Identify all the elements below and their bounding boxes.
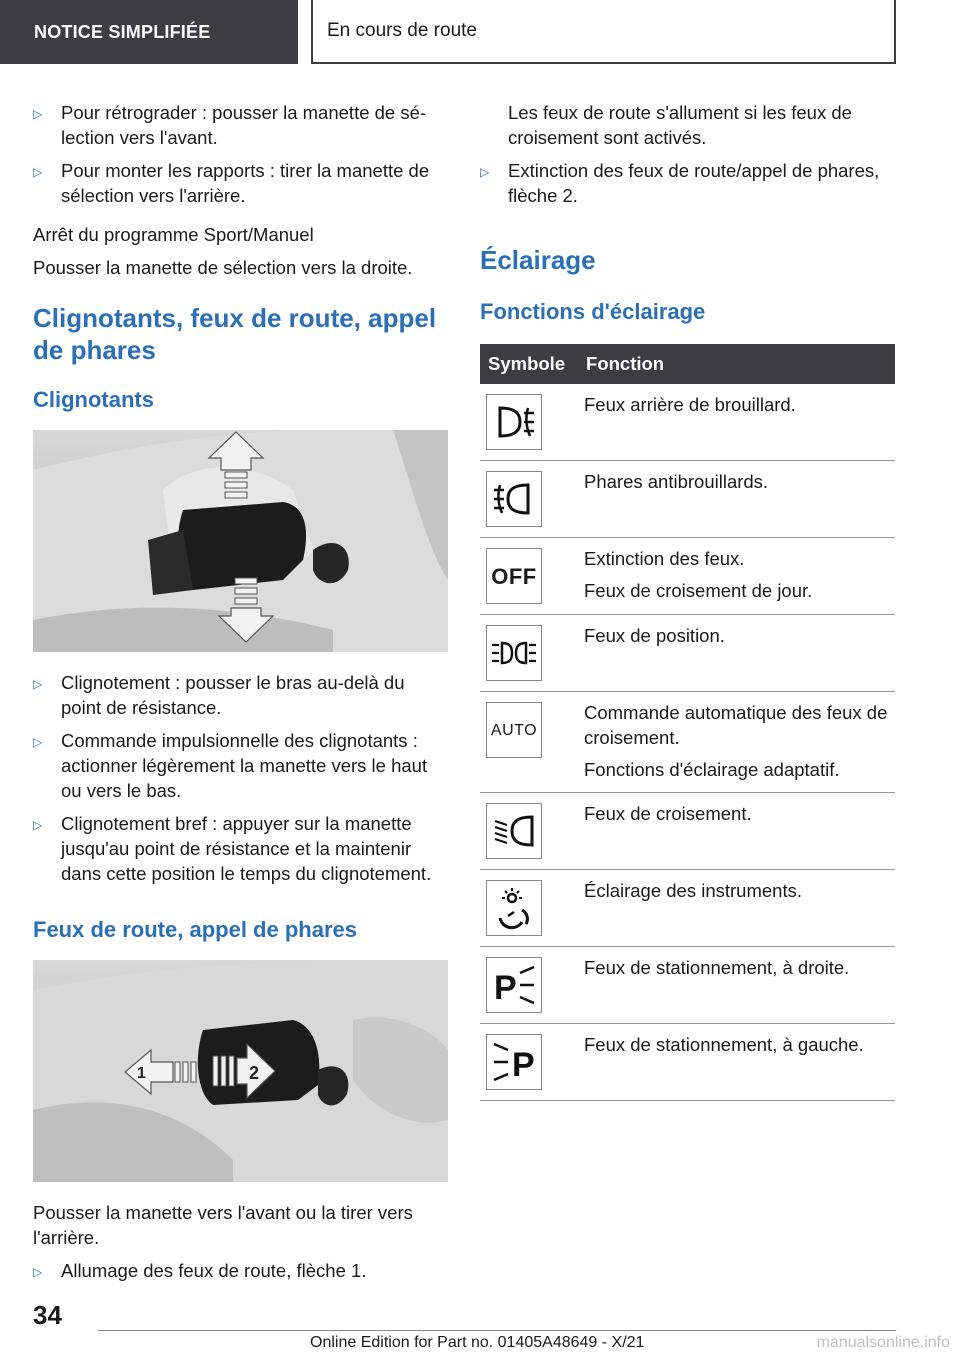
footer-divider <box>98 1330 896 1331</box>
watermark: manualsonline.info <box>816 1334 950 1351</box>
table-row: AUTO Commande automatique des feux de croisement. Fonctions d'éclairage adaptatif. <box>480 692 895 793</box>
triangle-bullet-icon: ▷ <box>480 165 490 179</box>
triangle-bullet-icon: ▷ <box>33 677 43 691</box>
table-header-row <box>480 344 895 384</box>
table-row: Phares antibrouillards. <box>480 461 895 538</box>
right-column <box>480 100 895 1101</box>
arrow-label-2: 2 <box>249 1063 260 1083</box>
table-row: OFF Extinction des feux. Feux de croisement de jour. <box>480 538 895 615</box>
table-row: Éclairage des instruments. <box>480 870 895 947</box>
table-row: P Feux de stationnement, à gauche. <box>480 1024 895 1101</box>
off-icon: OFF <box>486 548 542 604</box>
left-column <box>33 100 448 1293</box>
rear-fog-light-icon <box>486 394 542 450</box>
triangle-bullet-icon: ▷ <box>33 818 43 832</box>
list-item: ▷ Pour monter les rapports : tirer la manette de sélection vers l'arrière. <box>33 160 430 206</box>
section-header: NOTICE SIMPLIFIÉE <box>0 0 298 64</box>
chapter-header: En cours de route <box>311 0 896 64</box>
svg-text:P: P <box>512 1046 535 1084</box>
footer-edition: Online Edition for Part no. 01405A48649 - X/21 <box>310 1334 645 1351</box>
instrument-lighting-icon <box>486 880 542 936</box>
list-item: ▷ Pour rétrograder : pousser la manette de sé-lection vers l'avant. <box>33 102 427 148</box>
page-number: 34 <box>33 1300 62 1330</box>
front-fog-light-icon <box>486 471 542 527</box>
list-item: ▷ Extinction des feux de route/appel de phares, flèche 2. <box>480 160 880 206</box>
position-lights-icon <box>486 625 542 681</box>
auto-icon: AUTO <box>486 702 542 758</box>
table-row: P Feux de stationnement, à droite. <box>480 947 895 1024</box>
column-header-symbol: Symbole <box>480 344 578 384</box>
paragraph: Arrêt du programme Sport/Manuel <box>33 224 314 245</box>
section-heading: Clignotants, feux de route, appel de phares <box>33 303 437 365</box>
section-heading: Éclairage <box>480 245 596 275</box>
turn-signal-stalk-photo <box>33 430 448 652</box>
subsection-heading: Clignotants <box>33 387 154 412</box>
triangle-bullet-icon: ▷ <box>33 735 43 749</box>
list-item: ▷ Commande impulsionnelle des clignotants : actionner légèrement la manette vers le haut ou vers le bas. <box>33 730 428 801</box>
arrow-label-1: 1 <box>137 1065 146 1082</box>
list-item: ▷ Clignotement : pousser le bras au-delà du point de résistance. <box>33 672 405 718</box>
high-beam-stalk-photo <box>33 960 448 1182</box>
table-row: Feux de croisement. <box>480 793 895 870</box>
subsection-heading: Fonctions d'éclairage <box>480 299 706 324</box>
table-row: Feux de position. <box>480 615 895 692</box>
parking-light-left-icon <box>486 1034 542 1090</box>
column-header-function: Fonction <box>578 344 895 384</box>
list-item: ▷ Allumage des feux de route, flèche 1. <box>33 1258 448 1285</box>
table-row: Feux arrière de brouillard. <box>480 384 895 461</box>
subsection-heading: Feux de route, appel de phares <box>33 917 357 942</box>
triangle-bullet-icon: ▷ <box>33 107 43 121</box>
paragraph: Pousser la manette vers l'avant ou la tirer vers l'arrière. <box>33 1202 413 1248</box>
lighting-functions-table <box>480 344 895 1101</box>
low-beam-icon <box>486 803 542 859</box>
paragraph: Les feux de route s'allument si les feux de croisement sont activés. <box>508 102 852 148</box>
triangle-bullet-icon: ▷ <box>33 165 43 179</box>
triangle-bullet-icon: ▷ <box>33 1265 43 1279</box>
svg-text:P: P <box>494 969 517 1007</box>
paragraph: Pousser la manette de sélection vers la droite. <box>33 257 413 278</box>
list-item: ▷ Clignotement bref : appuyer sur la manette jusqu'au point de résistance et la maintenir dans cette position le temps du clignotement. <box>33 813 432 884</box>
parking-light-right-icon <box>486 957 542 1013</box>
